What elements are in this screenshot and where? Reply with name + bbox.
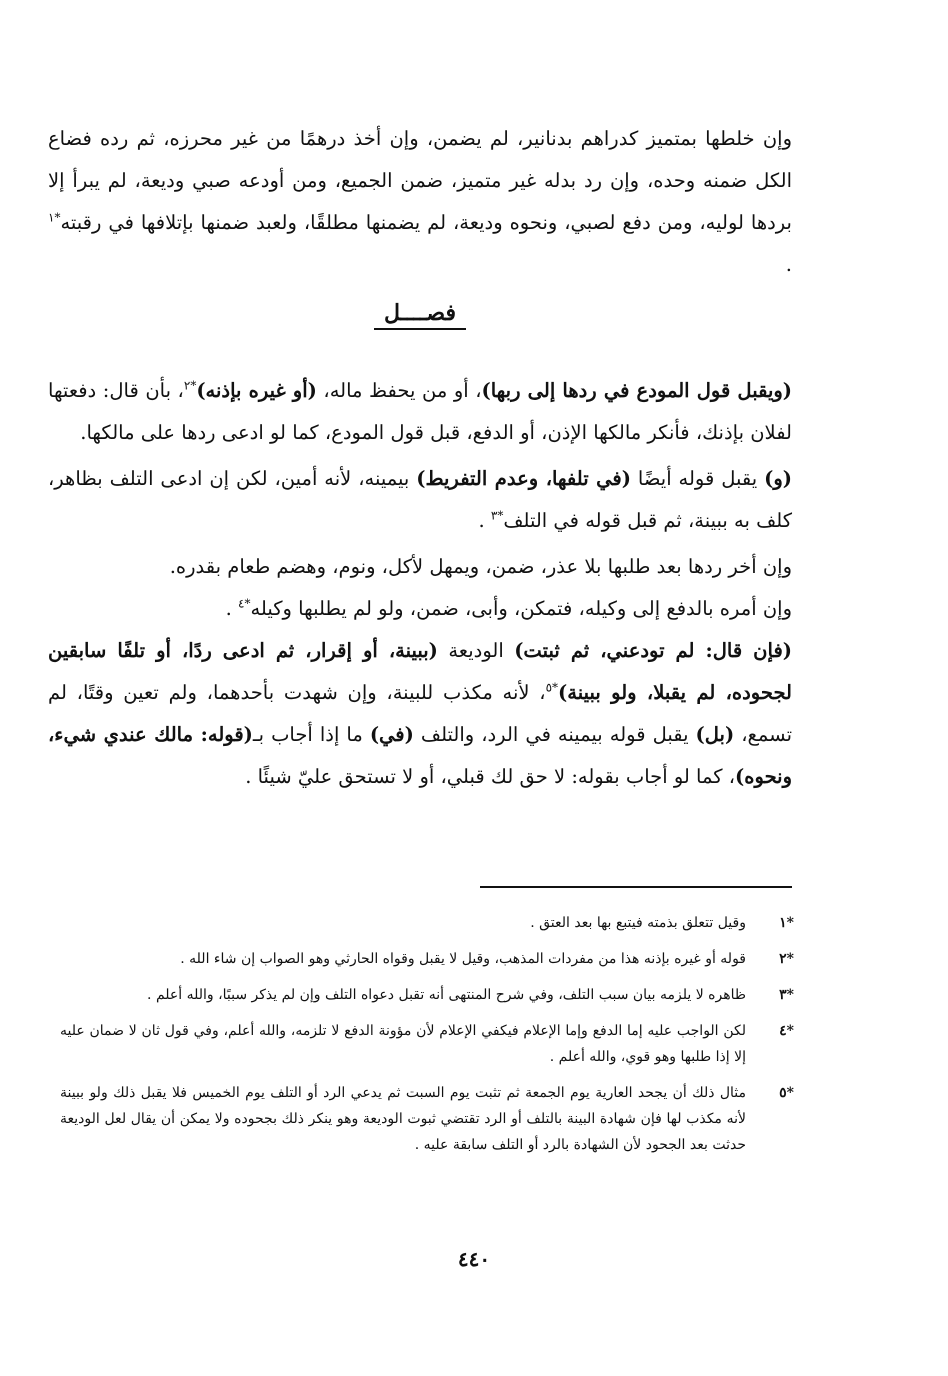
footnote-ref-3[interactable]: *٣: [490, 508, 504, 523]
footnotes: [60, 910, 794, 1168]
footnote-2: [60, 946, 794, 972]
paragraph-1-end: .: [785, 253, 792, 276]
paragraph-6-text-2: ، لأنه مكذب للبينة، وإن شهدت بأحدهما، ولم تعين وقتًا، لم تسمع،: [48, 681, 792, 746]
paragraph-3-end: .: [478, 509, 491, 532]
footnote-4: [60, 1018, 794, 1070]
paragraph-3-text-2: بيمينه، لأنه أمين، لكن إن ادعى التلف بظاهر، كلف به ببينة، ثم قبل قوله في التلف: [48, 467, 792, 532]
paragraph-6-bold-4: (في): [369, 723, 414, 746]
footnote-ref-2[interactable]: *٢: [183, 378, 197, 393]
paragraph-5: [48, 588, 792, 630]
main-text: [48, 118, 792, 798]
footnote-1: [60, 910, 794, 936]
footnote-text: مثال ذلك أن يجحد العارية يوم الجمعة ثم تثبت يوم السبت ثم يدعي الرد أو التلف يوم الخميس فلا يقبل ذلك ولو ببينة لأنه مكذب لها فإن شهادة البينة بالتلف أو الرد تقتضي ثبوت الوديعة وهو ينكر ذلك بجحوده ولا يمكن أن يقال لعل الوديعة حدثت بعد الجحود لأن الشهادة بالرد أو التلف سابقة عليه .: [60, 1085, 746, 1153]
paragraph-6-text-4: ما إذا أجاب بـ: [252, 723, 370, 746]
footnote-text: لكن الواجب عليه إما الدفع وإما الإعلام فيكفي الإعلام لأن مؤونة الدفع لا تلزمه، والله أعلم، وفي قول ثان لا ضمان عليه إلا إذا طلبها وهو قوي، والله أعلم .: [60, 1023, 746, 1065]
footnote-ref-1[interactable]: *١: [48, 210, 61, 225]
paragraph-6-text-1: الوديعة: [437, 639, 515, 662]
paragraph-2-bold-1: (ويقبل قول المودع في ردها إلى ربها): [481, 379, 793, 402]
footnote-ref-4[interactable]: *٤: [238, 596, 251, 611]
paragraph-2-bold-2: (أو غيره بإذنه): [196, 379, 317, 402]
footnote-text: ظاهره لا يلزمه بيان سبب التلف، وفي شرح المنتهى أنه تقبل دعواه التلف وإن لم يذكر سببًا، والله أعلم .: [147, 987, 746, 1003]
paragraph-6-bold-2: (ببينة، أو إقرار، ثم ادعى ردًا، أو تلفًا سابقين لجحوده، لم يقبلا، ولو ببينة): [48, 639, 792, 704]
section-title-text: فصــــل: [374, 300, 466, 330]
paragraph-1: [48, 118, 792, 286]
page-number: ٤٤٠: [457, 1247, 491, 1271]
footnote-divider: [480, 886, 792, 888]
footnote-text: قوله أو غيره بإذنه هذا من مفردات المذهب، وقيل لا يقبل وقواه الحارثي وهو الصواب إن شاء الله .: [180, 951, 746, 967]
footnote-ref-5[interactable]: *٥: [545, 680, 559, 695]
paragraph-6-bold-1: (فإن قال: لم تودعني، ثم ثبتت): [514, 639, 792, 662]
paragraph-6-text-5: ، كما لو أجاب بقوله: لا حق لك قبلي، أو لا تستحق عليّ شيئًا .: [245, 765, 736, 788]
footnote-text: وقيل تتعلق بذمته فيتبع بها بعد العتق .: [530, 915, 746, 931]
paragraph-3-bold-1: (و): [764, 467, 792, 490]
paragraph-1-text: وإن خلطها بمتميز كدراهم بدنانير، لم يضمن، وإن أخذ درهمًا من غير محرزه، ثم رده فضاع الكل ضمنه وحده، وإن رد بدله غير متميز، ضمن الجميع، ومن أودعه صبي وديعة، لم يبرأ إلا بردها لوليه، ومن دفع لصبي، ونحوه وديعة، لم يضمنها مطلقًا، ولعبد ضمنها بإتلافها في رقبته: [48, 127, 792, 234]
paragraph-2-text-2: ، بأن قال: دفعتها لفلان بإذنك، فأنكر مالكها الإذن، أو الدفع، قبل قول المودع، كما لو ادعى ردها على مالكها.: [48, 379, 792, 444]
paragraph-3-text-1: يقبل قوله أيضًا: [630, 467, 765, 490]
footnote-number: *١: [779, 915, 794, 931]
footnote-number: *٣: [779, 987, 794, 1003]
paragraph-6-bold-5: (قوله: مالك عندي شيء، ونحوه): [48, 723, 792, 788]
paragraph-6-text-3: يقبل قوله بيمينه في الرد، والتلف: [413, 723, 696, 746]
paragraph-5-text: وإن أمره بالدفع إلى وكيله، فتمكن، وأبى، ضمن، ولو لم يطلبها وكيله: [250, 597, 792, 620]
paragraph-3: [48, 458, 792, 542]
footnote-number: *٥: [779, 1085, 794, 1101]
footnote-number: *٤: [779, 1023, 794, 1039]
paragraph-5-end: .: [225, 597, 239, 620]
paragraph-3-bold-2: (في تلفها، وعدم التفريط): [416, 467, 631, 490]
paragraph-6-bold-3: (بل): [695, 723, 735, 746]
footnote-number: *٢: [779, 951, 794, 967]
footnote-5: [60, 1080, 794, 1158]
section-title: [48, 292, 792, 334]
paragraph-6: [48, 630, 792, 798]
paragraph-4: وإن أخر ردها بعد طلبها بلا عذر، ضمن، ويمهل لأكل، ونوم، وهضم طعام بقدره.: [169, 555, 792, 578]
footnote-3: [60, 982, 794, 1008]
paragraph-2-text-1: ، أو من يحفظ ماله،: [316, 379, 482, 402]
paragraph-2: [48, 370, 792, 454]
